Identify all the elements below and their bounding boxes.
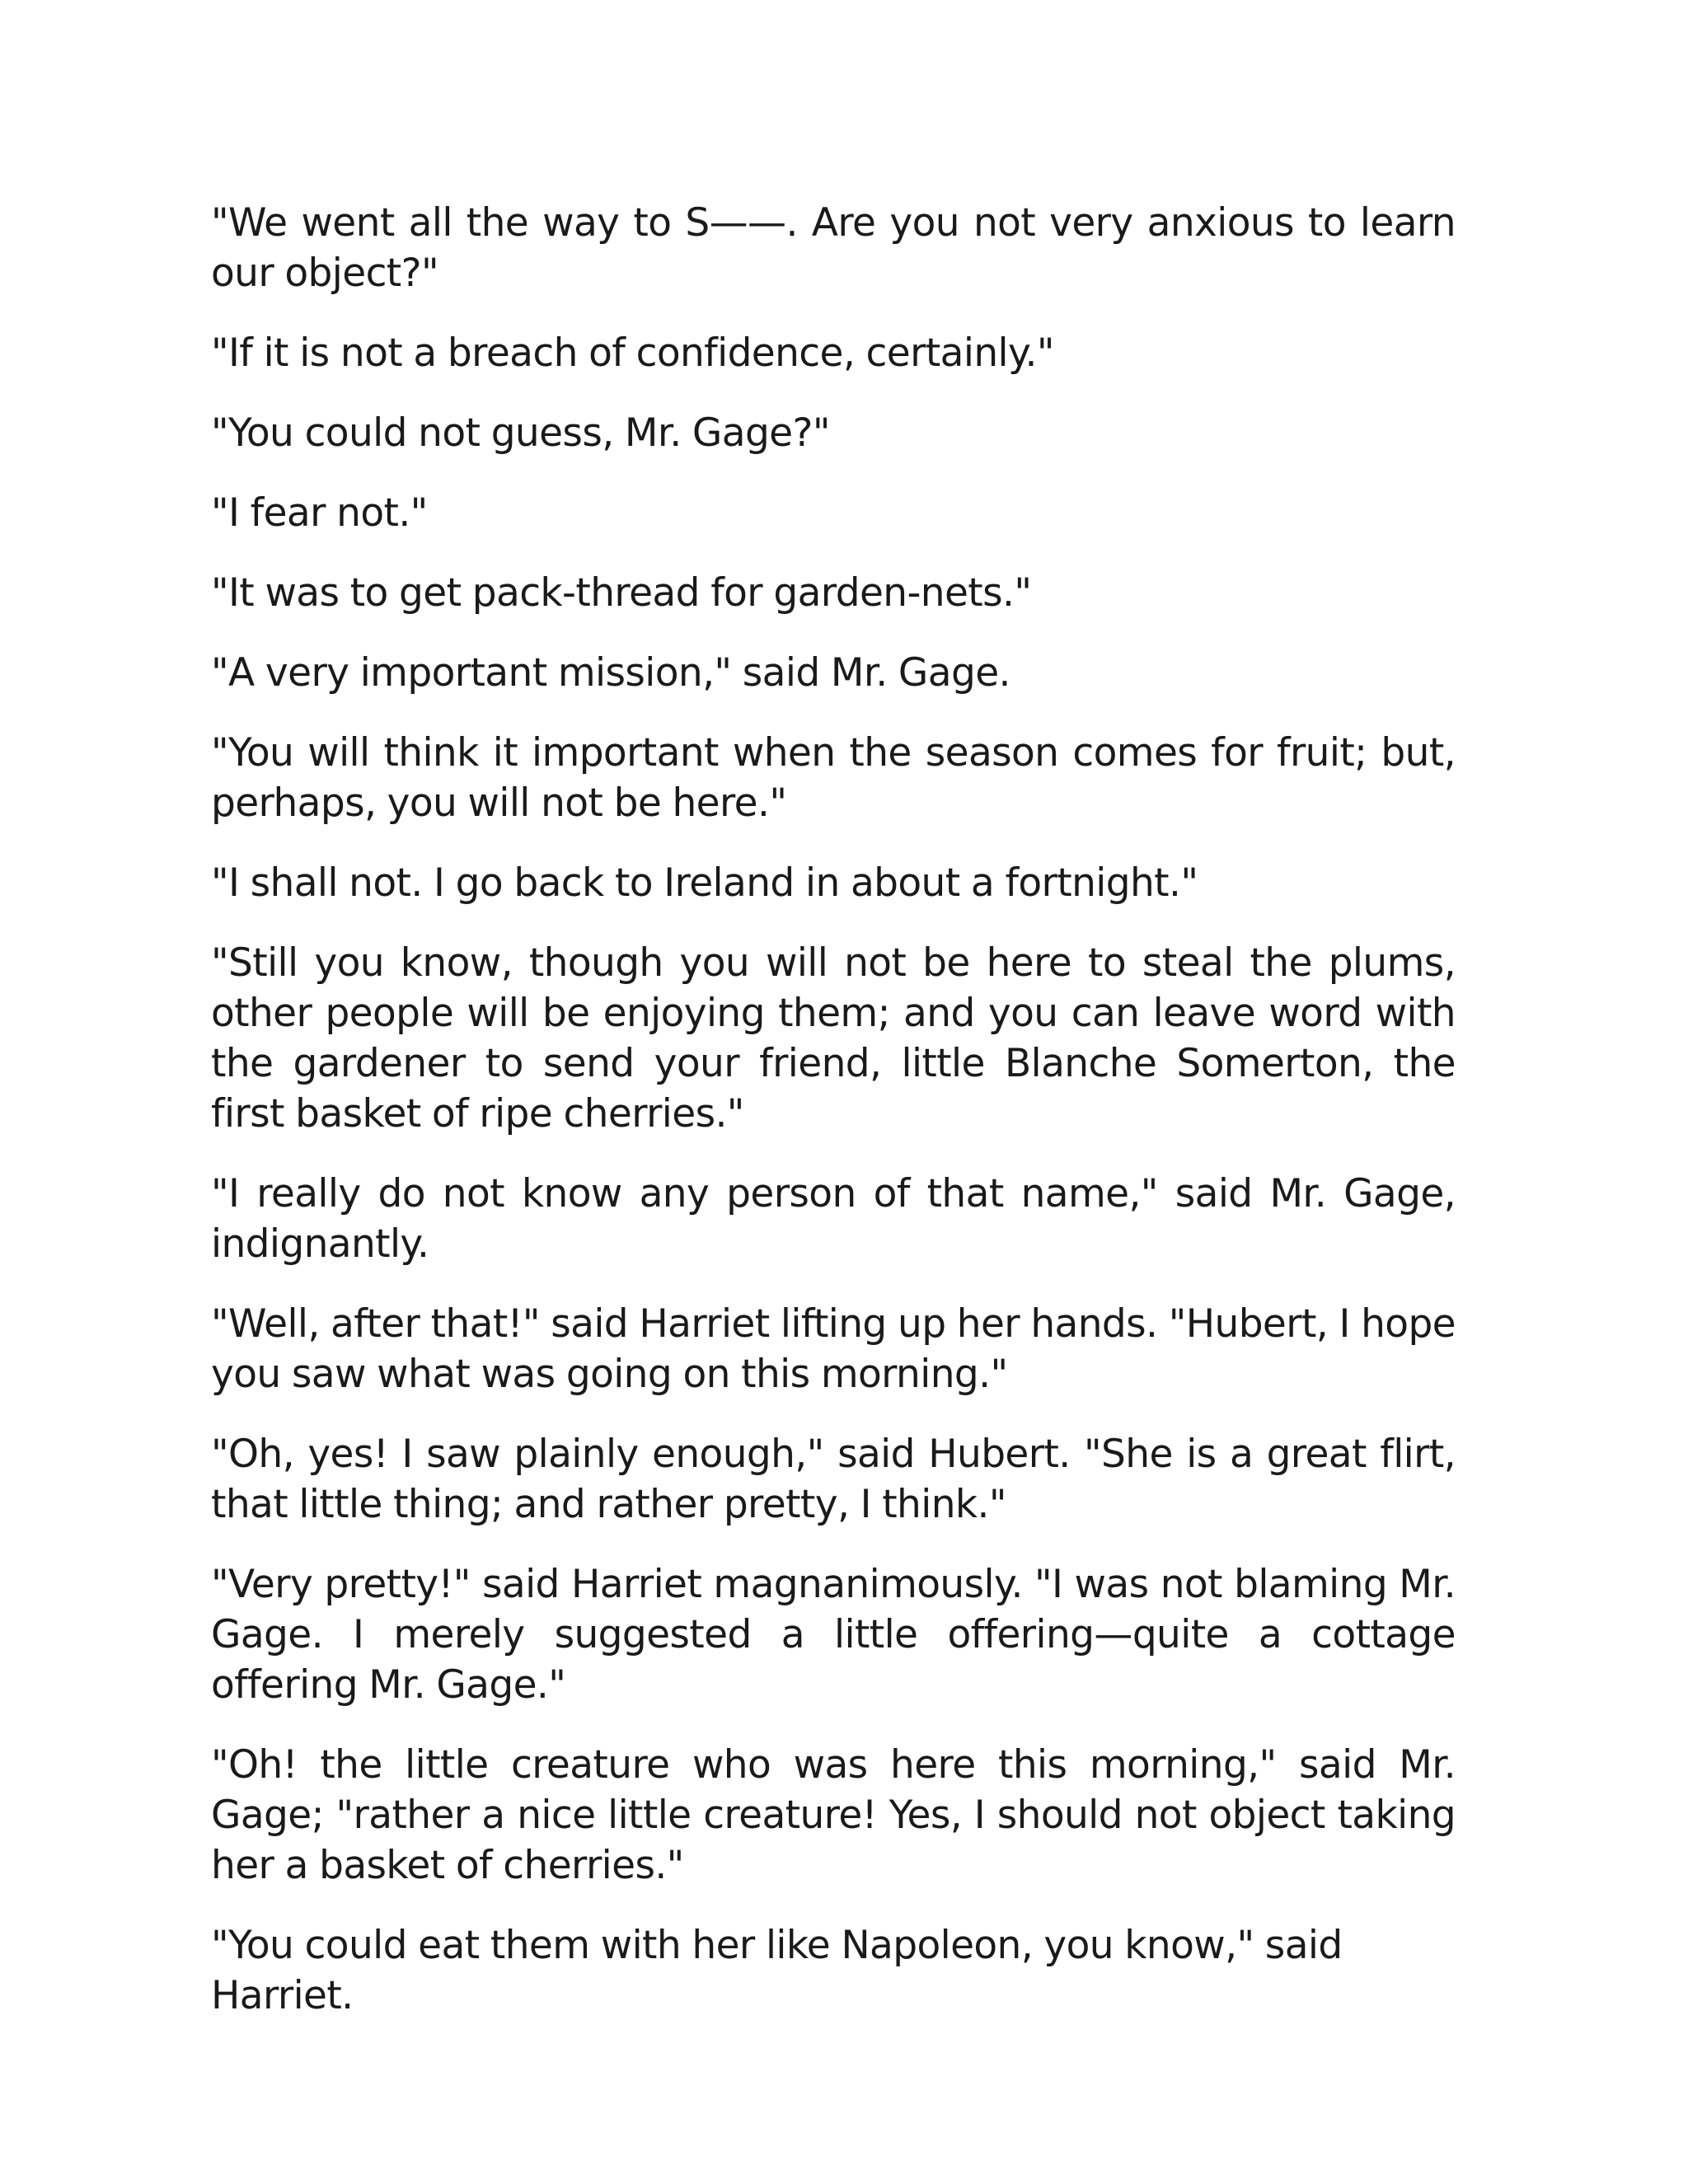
paragraph-8: "I shall not. I go back to Ireland in about a fortnight." <box>211 860 1198 906</box>
paragraph-5: "It was to get pack-thread for garden-nets." <box>211 570 1032 616</box>
paragraph-14: "Oh! the little creature who was here this morning," said Mr. Gage; "rather a nice little creature! Yes, I should not object taking her a basket of cherries." <box>211 1742 1456 1888</box>
paragraph-4: "I fear not." <box>211 490 428 536</box>
paragraph-15: "You could eat them with her like Napoleon, you know," said Harriet. <box>211 1923 1343 2018</box>
document-page <box>211 198 1456 2050</box>
paragraph-10: "I really do not know any person of that name," said Mr. Gage, indignantly. <box>211 1171 1456 1267</box>
paragraph-1: "We went all the way to S——. Are you not very anxious to learn our object?" <box>211 200 1456 296</box>
paragraph-7: "You will think it important when the season comes for fruit; but, perhaps, you will not be here." <box>211 730 1456 826</box>
paragraph-13: "Very pretty!" said Harriet magnanimously. "I was not blaming Mr. Gage. I merely suggested a little offering—quite a cottage offering Mr. Gage." <box>211 1562 1456 1708</box>
paragraph-12: "Oh, yes! I saw plainly enough," said Hubert. "She is a great flirt, that little thing; and rather pretty, I think." <box>211 1432 1456 1527</box>
paragraph-9: "Still you know, though you will not be here to steal the plums, other people will be enjoying them; and you can leave word with the gardener to send your friend, little Blanche Somerton, the first basket of ripe cherries." <box>211 940 1456 1137</box>
paragraph-3: "You could not guess, Mr. Gage?" <box>211 410 830 456</box>
paragraph-6: "A very important mission," said Mr. Gage. <box>211 650 1010 696</box>
paragraph-2: "If it is not a breach of confidence, certainly." <box>211 330 1054 376</box>
paragraph-11: "Well, after that!" said Harriet lifting up her hands. "Hubert, I hope you saw what was going on this morning." <box>211 1301 1456 1397</box>
